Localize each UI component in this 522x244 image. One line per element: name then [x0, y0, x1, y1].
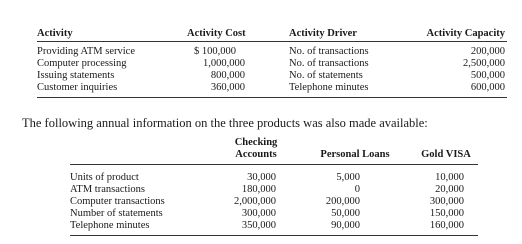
- table-bottom-rule: [37, 97, 507, 98]
- visa-value: 10,000: [435, 172, 464, 183]
- activity-driver: No. of transactions: [289, 58, 369, 69]
- loans-value: 50,000: [331, 208, 360, 219]
- activity-driver: No. of transactions: [289, 46, 369, 57]
- activity-cost: 800,000: [210, 70, 245, 81]
- table-bottom-rule: [70, 235, 478, 236]
- table-row: [0, 208, 522, 220]
- row-label: Computer transactions: [70, 196, 165, 207]
- header-activity: Activity: [37, 28, 73, 39]
- activity-capacity: 200,000: [470, 46, 505, 57]
- table-row: [0, 184, 522, 196]
- activity-table-header: [0, 0, 522, 39]
- header-checking: Checking: [234, 137, 278, 148]
- checking-value: 350,000: [241, 220, 276, 231]
- activity-name: Providing ATM service: [37, 46, 135, 57]
- header-activity-capacity: Activity Capacity: [426, 28, 505, 39]
- header-activity-cost: Activity Cost: [187, 28, 246, 39]
- table-row: [0, 82, 522, 94]
- table-row: [0, 172, 522, 184]
- visa-value: 150,000: [429, 208, 464, 219]
- table-row: [0, 220, 522, 232]
- row-label: Telephone minutes: [70, 220, 150, 231]
- checking-value: 2,000,000: [234, 196, 276, 207]
- activity-cost: $ 100,000: [194, 46, 236, 57]
- checking-value: 300,000: [241, 208, 276, 219]
- header-rule: [70, 164, 478, 165]
- activity-driver: No. of statements: [289, 70, 363, 81]
- header-gold-visa: Gold VISA: [421, 149, 471, 160]
- table-row: [0, 46, 522, 58]
- row-label: ATM transactions: [70, 184, 145, 195]
- activity-capacity: 600,000: [470, 82, 505, 93]
- activity-name: Issuing statements: [37, 70, 115, 81]
- loans-value: 90,000: [331, 220, 360, 231]
- table-row: [0, 196, 522, 208]
- product-table-header: [0, 137, 522, 161]
- header-rule: [37, 41, 507, 42]
- row-label: Units of product: [70, 172, 139, 183]
- activity-capacity: 2,500,000: [463, 58, 505, 69]
- visa-value: 20,000: [435, 184, 464, 195]
- loans-value: 200,000: [325, 196, 360, 207]
- row-label: Number of statements: [70, 208, 163, 219]
- activity-name: Customer inquiries: [37, 82, 118, 93]
- table-row: [0, 58, 522, 70]
- header-activity-driver: Activity Driver: [289, 28, 357, 39]
- activity-capacity: 500,000: [470, 70, 505, 81]
- intro-text: The following annual information on the three products was also made available:: [22, 116, 428, 130]
- loans-value: 0: [354, 184, 360, 195]
- activity-cost: 1,000,000: [203, 58, 245, 69]
- visa-value: 160,000: [429, 220, 464, 231]
- header-personal-loans: Personal Loans: [320, 149, 390, 160]
- header-accounts: Accounts: [235, 149, 277, 160]
- table-row: [0, 70, 522, 82]
- visa-value: 300,000: [429, 196, 464, 207]
- activity-cost: 360,000: [210, 82, 245, 93]
- activity-name: Computer processing: [37, 58, 127, 69]
- loans-value: 5,000: [336, 172, 360, 183]
- activity-driver: Telephone minutes: [289, 82, 369, 93]
- checking-value: 180,000: [241, 184, 276, 195]
- checking-value: 30,000: [247, 172, 276, 183]
